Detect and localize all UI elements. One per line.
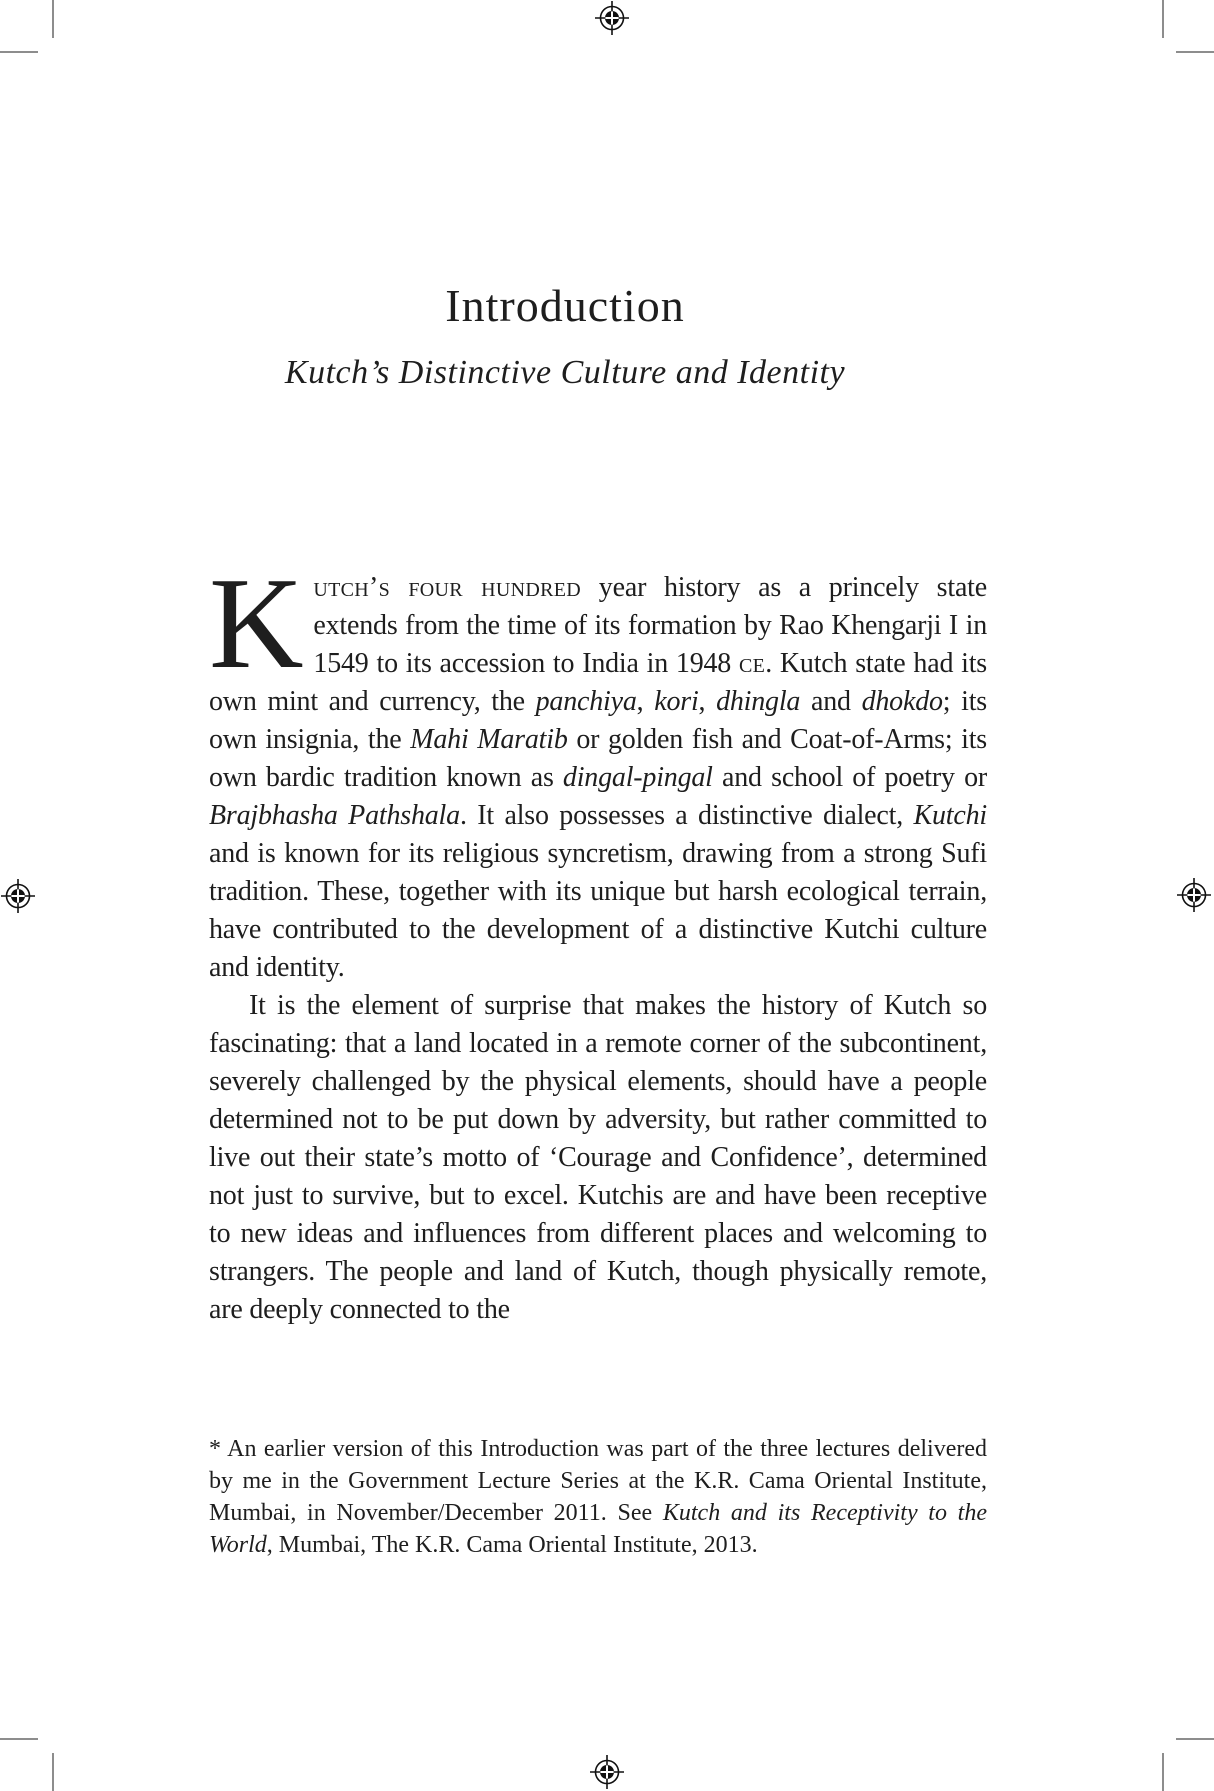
footnote: * An earlier version of this Introduction was part of the three lectures delivered by me in the Government Lecture Series at the K.R. Cama Oriental Institute, Mumbai, in November/December 2011. See Kutch and its Receptivity to the World, Mumbai, The K.R. Cama Oriental Institute, 2013. (209, 1436, 987, 1558)
crop-mark-top-right-horizontal (1176, 51, 1214, 53)
crop-mark-bottom-left-vertical (52, 1753, 54, 1791)
crop-mark-bottom-left-horizontal (0, 1738, 38, 1740)
registration-crosshair-icon (1174, 875, 1214, 915)
registration-crosshair-icon (587, 1752, 627, 1791)
page-subtitle: Kutch’s Distinctive Culture and Identity (284, 354, 846, 391)
chapter-heading (209, 279, 921, 392)
crop-mark-top-left-horizontal (0, 51, 38, 53)
crop-mark-top-right-vertical (1162, 0, 1164, 38)
crop-mark-bottom-right-horizontal (1176, 1738, 1214, 1740)
crop-mark-bottom-right-vertical (1162, 1753, 1164, 1791)
body-text (209, 551, 988, 1329)
paragraph-opening (209, 551, 988, 987)
crop-mark-top-left-vertical (52, 0, 54, 38)
registration-crosshair-icon (0, 876, 38, 916)
paragraph-second: It is the element of surprise that makes the history of Kutch so fascinating: that a land located in a remote corner of the subcontinent, severely challenged by the physical elements, should have a people determined not to be put down by adversity, but rather committed to live out their state’s motto of ‘Courage and Confidence’, determined not just to survive, but to excel. Kutchis are and have been receptive to new ideas and influences from different places and welcoming to strangers. The people and land of Kutch, though physically remote, are deeply connected to the (209, 990, 987, 1325)
paragraph-opening-text: utch’s four hundred year history as a princely state extends from the time of its formation by Rao Khengarji I in 1549 to its accession to India in 1948 ce. Kutch state had its own mint and currency, the panchiya, kori, dhingla and dhokdo; its own insignia, the Mahi Maratib or golden fish and Coat-of-Arms; its own bardic tradition known as dingal-pingal and school of poetry or Brajbhasha Pathshala. It also possesses a distinctive dialect, Kutchi and is known for its religious syncretism, drawing from a strong Sufi tradition. These, together with its unique but harsh ecological terrain, have contributed to the development of a distinctive Kutchi culture and identity. (209, 572, 988, 983)
registration-crosshair-icon (592, 0, 632, 38)
dropcap-letter: K (209, 551, 304, 696)
page-title: Introduction (445, 280, 685, 331)
